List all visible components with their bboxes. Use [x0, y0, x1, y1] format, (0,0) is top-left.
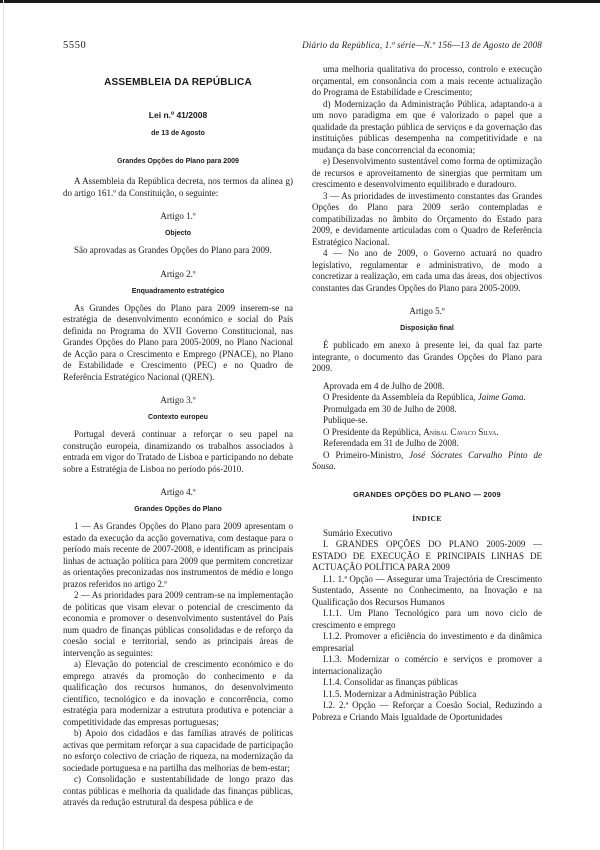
- signature-line: Aprovada em 4 de Julho de 2008.: [323, 380, 445, 391]
- two-column-layout: [63, 64, 542, 809]
- toc-item: Sumário Executivo: [323, 527, 393, 538]
- article-2-heading: Enquadramento estratégico: [131, 287, 225, 295]
- page-header: [63, 40, 542, 51]
- toc-item: I.1.1. Um Plano Tecnológico para um novo ciclo de crescimento e emprego: [312, 608, 542, 630]
- signature-line: Promulgada em 30 de Julho de 2008.: [323, 403, 457, 414]
- signatory-name: Jaime Gama.: [477, 392, 526, 402]
- article-5-number: Artigo 5.º: [409, 306, 445, 316]
- article-4-item-e: e) Desenvolvimento sustentável como forma de optimização de recursos e aproveitamento de sinergias que permitam um crescimento e desenvolvimento equilibrado e duradouro.: [312, 156, 542, 189]
- toc-item: I.1.4. Consolidar as finanças públicas: [323, 677, 458, 687]
- toc-item: I.1.2. Promover a eficiência do investimento e da dinâmica empresarial: [312, 631, 542, 653]
- page-number: 5550: [63, 40, 87, 51]
- issuing-body-title: ASSEMBLEIA DA REPÚBLICA: [104, 77, 252, 88]
- toc-item: I. GRANDES OPÇÕES DO PLANO 2005-2009 — ESTADO DE EXECUÇÃO E PRINCIPAIS LINHAS DE ACTUAÇÃO POLÍTICA PARA 2009: [312, 539, 542, 572]
- signatory-name: José Sócrates Carvalho Pinto de Sousa.: [312, 449, 542, 471]
- law-subtitle: Grandes Opções do Plano para 2009: [117, 158, 239, 165]
- toc-item: I.1.3. Modernizar o comércio e serviços e promover a internacionalização: [312, 654, 542, 676]
- article-1-heading: Objecto: [164, 230, 192, 237]
- article-3-body: Portugal deverá continuar a reforçar o seu papel na construção europeia, dinamizando os trabalhos associados à entrada em vigor do Tratado de Lisboa e participando no debate sobre a Estratégia de Lisboa no período pós-2010.: [63, 429, 293, 474]
- law-number: Lei n.º 41/2008: [148, 110, 208, 120]
- article-4-heading: Grandes Opções do Plano: [134, 506, 222, 513]
- journal-title-line: Diário da República, 1.ª série—N.º 156—13 de Agosto de 2008: [302, 40, 542, 50]
- signatory-name: Aníbal Cavaco Silva.: [423, 426, 499, 437]
- article-5-body: É publicado em anexo à presente lei, da qual faz parte integrante, o documento das Grandes Opções do Plano para 2009.: [312, 340, 542, 373]
- annex-title: GRANDES OPÇÕES DO PLANO — 2009: [353, 489, 501, 499]
- scan-top-edge: [0, 0, 600, 3]
- signature-line: Publique-se.: [323, 415, 368, 425]
- article-4-paragraph-4: 4 — No ano de 2009, o Governo actuará no quadro legislativo, regulamentar e administrativo, de modo a concretizar a realização, em cada uma das áreas, dos objectivos constantes das Grandes Opções do Plano para 2005-2009.: [312, 248, 542, 293]
- article-4-paragraph-3: 3 — As prioridades de investimento constantes das Grandes Opções do Plano para 2009 serão contempladas e compatibilizadas no âmbito do Orçamento do Estado para 2009, e devidamente articuladas com o Quadro de Referência Estratégico Nacional.: [312, 190, 542, 247]
- article-4-item-b: b) Apoio dos cidadãos e das famílias através de políticas activas que permitam reforçar a sua capacidade de participação no esforço colectivo de criação de riqueza, na modernização da sociedade portuguesa e na partilha das melhorias de bem-estar;: [63, 728, 293, 773]
- signature-line: O Primeiro-Ministro, José Sócrates Carvalho Pinto de Sousa.: [312, 449, 542, 471]
- article-4-paragraph-1: 1 — As Grandes Opções do Plano para 2009 apresentam o estado da execução da acção governativa, com destaque para o período mais recente de 2007-2008, e identificam as principais linhas de actuação política para 2009 que permitem concretizar as orientações preconizadas nos instrumentos de médio e longo prazos referidos no artigo 2.º: [63, 521, 293, 589]
- article-4-paragraph-2: 2 — As prioridades para 2009 centram-se na implementação de políticas que visam elevar o potencial de crescimento da economia e promover o desenvolvimento sustentável do País num quadro de finanças públicas consolidadas e de reforço da coesão social e territorial, sendo as principais áreas de intervenção as seguintes:: [63, 590, 293, 658]
- toc-item: I.1. 1.ª Opção — Assegurar uma Trajectória de Crescimento Sustentado, Assente no Conhecimento, na Inovação e na Qualificação dos Recursos Humanos: [312, 573, 542, 607]
- article-4-item-a: a) Elevação do potencial de crescimento económico e do emprego através da promoção do conhecimento e da qualificação dos recursos humanos, do desenvolvimento científico, tecnológico e da inovação e concorrência, como estratégia para modernizar a estrutura produtiva e potenciar a competitividade das empresas portuguesas;: [63, 659, 293, 727]
- left-column: [63, 64, 293, 809]
- table-of-contents: [312, 528, 542, 724]
- law-date: de 13 de Agosto: [151, 130, 205, 137]
- article-4-item-d: d) Modernização da Administração Pública, adaptando-a a um novo paradigma em que é valorizado o papel que a qualidade da prestação pública de serviços e da governação das instituições públicas desempenha na competitividade e na mudança da base concorrencial da economia;: [312, 98, 542, 155]
- article-1-number: Artigo 1.º: [160, 211, 196, 221]
- signature-line: O Presidente da República, Aníbal Cavaco Silva.: [323, 426, 499, 437]
- scan-left-edge: [3, 0, 4, 850]
- right-column: [312, 64, 542, 809]
- article-2-number: Artigo 2.º: [160, 268, 196, 279]
- intro-paragraph: A Assembleia da República decreta, nos termos da alínea g) do artigo 161.º da Constituição, o seguinte:: [63, 176, 293, 198]
- article-4-number: Artigo 4.º: [160, 487, 196, 497]
- toc-heading: ÍNDICE: [412, 513, 442, 523]
- signature-block: [312, 381, 542, 473]
- page-content: [63, 40, 542, 809]
- article-2-body: As Grandes Opções do Plano para 2009 inserem-se na estratégia de desenvolvimento económico e social do País definida no Programa do XVII Governo Constitucional, nas Grandes Opções do Plano para 2005-2009, no Plano Nacional de Acção para o Crescimento e Emprego (PNACE), no Plano de Estabilidade e Crescimento (PEC) e no Quadro de Referência Estratégico Nacional (QREN).: [63, 302, 293, 382]
- toc-item: I.1.5. Modernizar a Administração Pública: [323, 688, 477, 699]
- continuation-paragraph: uma melhoria qualitativa do processo, controlo e execução orçamental, em consonância com a mais recente actualização do Programa de Estabilidade e Crescimento;: [312, 64, 542, 97]
- toc-item: I.2. 2.ª Opção — Reforçar a Coesão Social, Reduzindo a Pobreza e Criando Mais Igualdade de Oportunidades: [312, 700, 542, 722]
- signature-line: Referendada em 31 de Julho de 2008.: [323, 438, 459, 448]
- article-1-body: São aprovadas as Grandes Opções do Plano para 2009.: [74, 245, 272, 255]
- article-4-item-c: c) Consolidação e sustentabilidade de longo prazo das contas públicas e melhoria da qualidade das finanças públicas, através da redução estrutural da despesa pública e de: [63, 774, 293, 807]
- article-3-heading: Contexto europeu: [148, 414, 208, 421]
- article-5-heading: Disposição final: [400, 325, 454, 332]
- signature-line: O Presidente da Assembleia da República, Jaime Gama.: [323, 392, 526, 402]
- article-3-number: Artigo 3.º: [160, 395, 196, 405]
